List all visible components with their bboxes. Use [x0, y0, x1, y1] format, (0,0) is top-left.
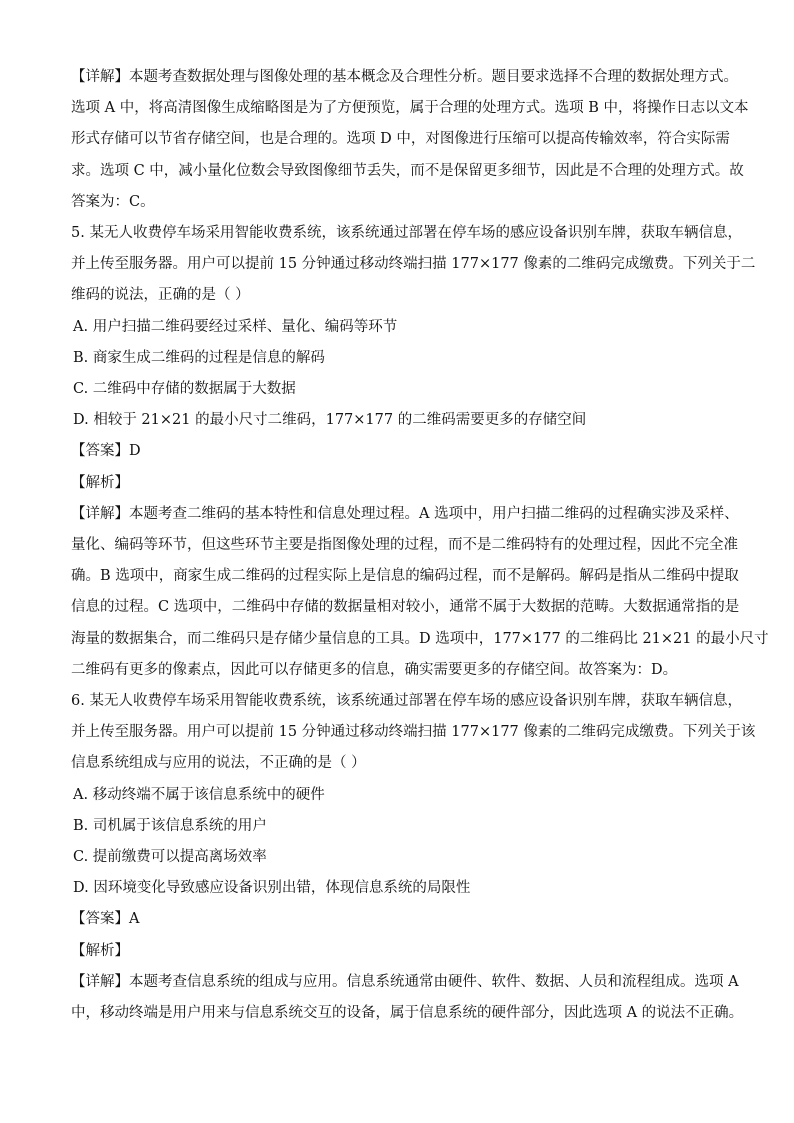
detail-paragraph-line: 求。选项 C 中，减小量化位数会导致图像细节丢失，而不是保留更多细节，因此是不合理的处理方式。故 [71, 162, 744, 179]
detail-paragraph-line: 中，移动终端是用户用来与信息系统交互的设备，属于信息系统的硬件部分，因此选项 A 的说法不正确。 [71, 1005, 744, 1022]
detail-paragraph-line: 形式存储可以节省存储空间，也是合理的。选项 D 中，对图像进行压缩可以提高传输效率，符合实际需 [71, 131, 730, 148]
detail-paragraph-line: 【详解】本题考查信息系统的组成与应用。信息系统通常由硬件、软件、数据、人员和流程组成。选项 A [71, 973, 739, 990]
detail-paragraph-line: 二维码有更多的像素点，因此可以存储更多的信息，确实需要更多的存储空间。故答案为：D。 [71, 661, 678, 678]
question-5-option-d: D. 相较于 21×21 的最小尺寸二维码，177×177 的二维码需要更多的存储空间 [73, 412, 587, 429]
question-5-stem: 5. 某无人收费停车场采用智能收费系统，该系统通过部署在停车场的感应设备识别车牌，获取车辆信息， [71, 225, 742, 242]
detail-paragraph-line: 海量的数据集合，而二维码只是存储少量信息的工具。D 选项中，177×177 的二维码比 21×21 的最小尺寸 [71, 630, 769, 647]
answer-label: 【答案】A [71, 911, 140, 928]
question-6-option-b: B. 司机属于该信息系统的用户 [73, 817, 267, 834]
detail-paragraph-line: 【详解】本题考查数据处理与图像处理的基本概念及合理性分析。题目要求选择不合理的数据处理方式。 [71, 69, 738, 85]
detail-paragraph-line: 信息的过程。C 选项中，二维码中存储的数据量相对较小，通常不属于大数据的范畴。大数据通常指的是 [71, 599, 740, 616]
question-5-stem: 维码的说法，正确的是（ ） [71, 287, 250, 304]
question-5-option-c: C. 二维码中存储的数据属于大数据 [73, 381, 296, 398]
question-5-option-b: B. 商家生成二维码的过程是信息的解码 [73, 349, 325, 366]
question-6-stem: 并上传至服务器。用户可以提前 15 分钟通过移动终端扫描 177×177 像素的二维码完成缴费。下列关于该 [71, 724, 756, 741]
question-5-option-a: A. 用户扫描二维码要经过采样、量化、编码等环节 [73, 318, 398, 335]
detail-paragraph-line: 【详解】本题考查二维码的基本特性和信息处理过程。A 选项中，用户扫描二维码的过程确实涉及采样、 [71, 505, 739, 522]
analysis-label: 【解析】 [71, 942, 129, 959]
document-body [71, 62, 769, 1029]
question-6-stem: 6. 某无人收费停车场采用智能收费系统，该系统通过部署在停车场的感应设备识别车牌，获取车辆信息， [71, 693, 742, 710]
analysis-label: 【解析】 [71, 474, 129, 491]
question-6-option-d: D. 因环境变化导致感应设备识别出错，体现信息系统的局限性 [73, 880, 471, 897]
question-6-option-a: A. 移动终端不属于该信息系统中的硬件 [73, 786, 325, 803]
question-6-option-c: C. 提前缴费可以提高离场效率 [73, 849, 267, 866]
answer-label: 【答案】D [71, 443, 141, 460]
question-5-stem: 并上传至服务器。用户可以提前 15 分钟通过移动终端扫描 177×177 像素的二维码完成缴费。下列关于二 [71, 256, 756, 273]
question-6-stem: 信息系统组成与应用的说法，不正确的是（ ） [71, 755, 366, 772]
detail-paragraph-line: 确。B 选项中，商家生成二维码的过程实际上是信息的编码过程，而不是解码。解码是指从二维码中提取 [71, 568, 739, 585]
detail-paragraph-line: 选项 A 中，将高清图像生成缩略图是为了方便预览，属于合理的处理方式。选项 B 中，将操作日志以文本 [71, 100, 749, 117]
detail-paragraph-line: 答案为：C。 [71, 193, 155, 210]
detail-paragraph-line: 量化、编码等环节，但这些环节主要是指图像处理的过程，而不是二维码特有的处理过程，因此不完全准 [71, 537, 738, 554]
